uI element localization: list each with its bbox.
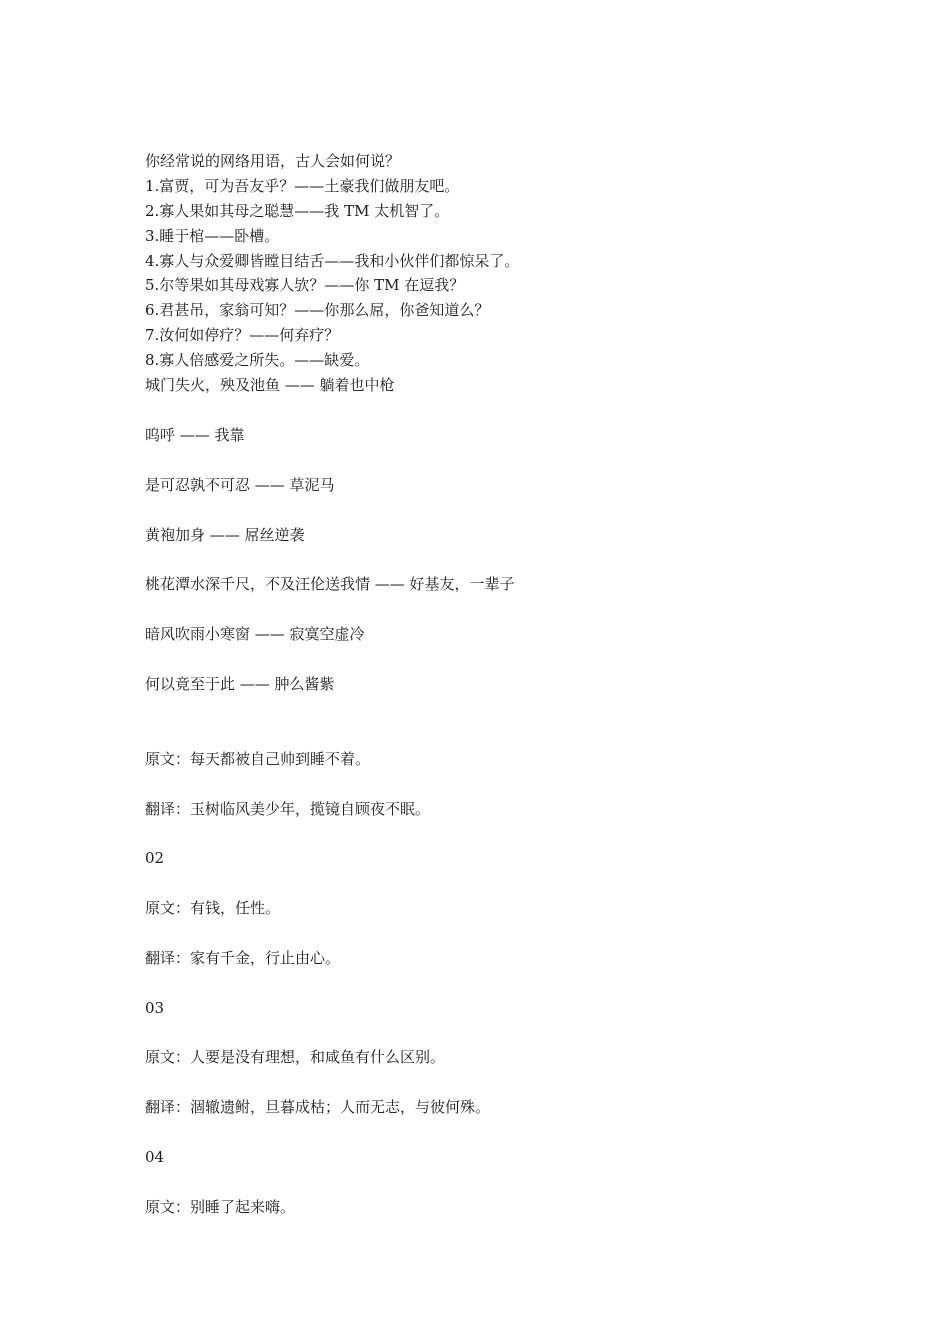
section-number: 03 bbox=[145, 999, 165, 1017]
numbered-line: 4.寡人与众爱卿皆瞠目结舌——我和小伙伴们都惊呆了。 bbox=[145, 252, 520, 270]
numbered-line: 2.寡人果如其母之聪慧——我 TM 太机智了。 bbox=[145, 202, 450, 220]
numbered-line: 6.君甚吊，家翁可知？——你那么屌，你爸知道么？ bbox=[145, 301, 490, 319]
numbered-line: 7.汝何如停疗？——何弃疗？ bbox=[145, 326, 340, 344]
original-text: 原文：别睡了起来嗨。 bbox=[145, 1198, 296, 1216]
pair-line: 桃花潭水深千尺，不及汪伦送我情 —— 好基友，一辈子 bbox=[145, 575, 515, 593]
original-text: 原文：有钱，任性。 bbox=[145, 899, 281, 917]
numbered-line: 3.睡于棺——卧槽。 bbox=[145, 227, 280, 245]
pair-line: 黄袍加身 —— 屌丝逆袭 bbox=[145, 526, 305, 544]
pair-line: 暗风吹雨小寒窗 —— 寂寞空虚冷 bbox=[145, 625, 365, 643]
pair-line: 是可忍孰不可忍 —— 草泥马 bbox=[145, 476, 335, 494]
translated-text: 翻译：玉树临风美少年，揽镜自顾夜不眠。 bbox=[145, 800, 431, 818]
numbered-line: 1.富贾，可为吾友乎？——土豪我们做朋友吧。 bbox=[145, 177, 460, 195]
pair-line: 呜呼 —— 我靠 bbox=[145, 426, 245, 444]
translated-text: 翻译：家有千金，行止由心。 bbox=[145, 949, 341, 967]
intro-line: 你经常说的网络用语，古人会如何说？ bbox=[145, 152, 401, 170]
translated-text: 翻译：涸辙遗鲋，旦暮成枯；人而无志，与彼何殊。 bbox=[145, 1098, 491, 1116]
section-number: 02 bbox=[145, 849, 165, 867]
numbered-line: 5.尔等果如其母戏寡人欤？——你 TM 在逗我？ bbox=[145, 276, 465, 294]
section-number: 04 bbox=[145, 1148, 165, 1166]
pair-line: 城门失火，殃及池鱼 —— 躺着也中枪 bbox=[145, 376, 395, 394]
original-text: 原文：人要是没有理想，和咸鱼有什么区别。 bbox=[145, 1048, 446, 1066]
numbered-line: 8.寡人倍感爱之所失。——缺爱。 bbox=[145, 351, 370, 369]
pair-line: 何以竟至于此 —— 肿么酱紫 bbox=[145, 675, 335, 693]
original-text: 原文：每天都被自己帅到睡不着。 bbox=[145, 750, 371, 768]
